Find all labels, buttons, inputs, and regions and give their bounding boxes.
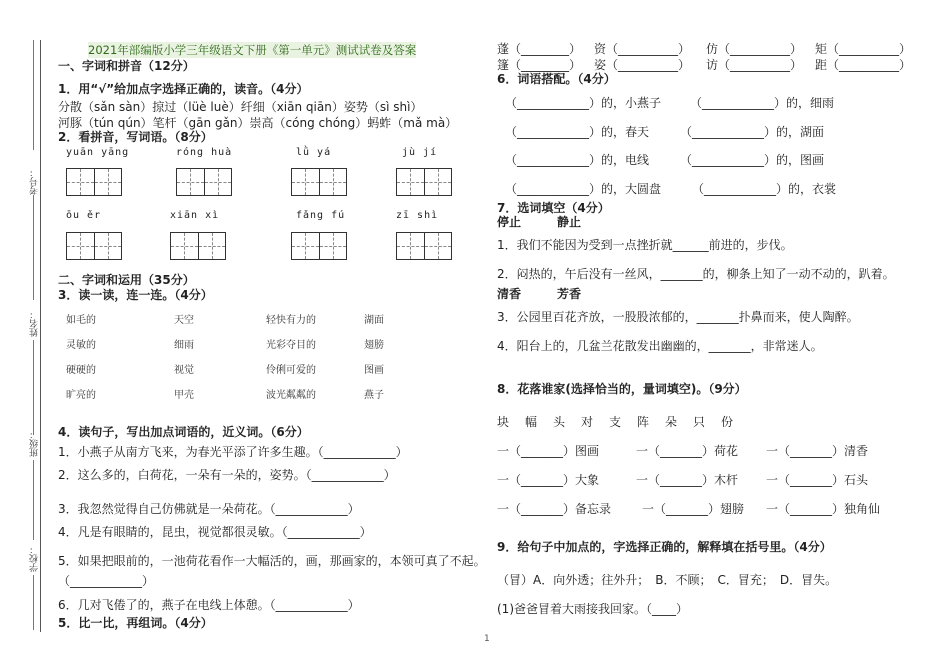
q1-line-1: 分散（sǎn sàn）掠过（lüè luè）纤细（xiān qiān）姿势（sì shì）	[58, 100, 423, 114]
name-label: 姓名：	[30, 310, 40, 337]
q6-item: （____________）的，图画	[680, 153, 825, 167]
q1-line-2: 河豚（tún qún）笔杆（gān gǎn）崇高（cóng chóng）蚂蚱（mǎ mà）	[58, 116, 458, 130]
q4-title: 4．读句子，写出加点词语的，近义词。（6分）	[58, 425, 309, 439]
q7-sentence: 4．阳台上的，几盆兰花散发出幽幽的，_______，非常迷人。	[497, 339, 823, 353]
writing-grid[interactable]	[396, 232, 452, 260]
match-col2-item: 甲壳	[174, 390, 194, 401]
q6-item: （____________）的，细雨	[690, 96, 835, 110]
q6-item: （____________）的，小燕子	[505, 96, 662, 110]
q8-item: 一（_______）石头	[766, 473, 869, 487]
pinyin-label: jù jí	[402, 147, 438, 158]
match-col4-item: 翅膀	[364, 340, 384, 351]
q7-sentence: 3．公园里百花齐放，一股股浓郁的，_______扑鼻而来，使人陶醉。	[497, 310, 859, 324]
pinyin-label: xiān xì	[170, 210, 220, 221]
q4-item: 6．几对飞倦了的，燕子在电线上体憩。（____________）	[58, 598, 360, 612]
q5-row1-item: 蓬（________）	[497, 42, 582, 56]
q5-title: 5．比一比，再组词。（4分）	[58, 616, 213, 630]
match-col3-item: 伶俐可爱的	[266, 365, 316, 376]
school-label: 学校：	[30, 545, 40, 572]
q8-item: 一（_______）独角仙	[766, 502, 881, 516]
match-col1-item: 灵敏的	[66, 340, 96, 351]
q8-words: 块 幅 头 对 支 阵 朵 只 份	[497, 415, 736, 429]
match-col4-item: 湖面	[364, 315, 384, 326]
q8-item: 一（_______）备忘录	[497, 502, 612, 516]
q6-item: （____________）的，春天	[505, 125, 650, 139]
margin-dash	[33, 460, 34, 540]
writing-grid[interactable]	[176, 168, 232, 196]
q9-title: 9．给句子中加点的，字选择正确的，解释填在括号里。（4分）	[497, 540, 832, 554]
q7-title: 7．选词填空（4分）	[497, 201, 610, 215]
q8-item: 一（_______）清香	[766, 444, 869, 458]
q5-row1-item: 矩（__________）	[815, 42, 912, 56]
section-2-heading: 二、字词和运用（35分）	[58, 273, 195, 287]
writing-grid[interactable]	[291, 232, 347, 260]
q5-row2-item: 距（__________）	[815, 58, 912, 72]
match-col1-item: 旷亮的	[66, 390, 96, 401]
q6-item: （____________）的，电线	[505, 153, 650, 167]
match-col1-item: 硬硬的	[66, 365, 96, 376]
margin-dash	[33, 195, 34, 300]
q6-item: （____________）的，湖面	[680, 125, 825, 139]
match-col2-item: 视觉	[174, 365, 194, 376]
document-title: 2021年部编版小学三年级语文下册《第一单元》测试试卷及答案	[88, 43, 417, 57]
q8-item: 一（_______）翅膀	[642, 502, 745, 516]
pinyin-label: róng huà	[176, 147, 233, 158]
match-col2-item: 天空	[174, 315, 194, 326]
pinyin-label: fǎng fú	[296, 210, 346, 221]
match-col3-item: 波光粼粼的	[266, 390, 316, 401]
q7-words-1: 停止 静止	[497, 215, 582, 229]
margin-dash	[33, 575, 34, 630]
q8-item: 一（_______）图画	[497, 444, 600, 458]
pinyin-label: ōu ěr	[66, 210, 102, 221]
page-number: 1	[484, 634, 490, 644]
section-1-heading: 一、字词和拼音（12分）	[58, 59, 195, 73]
q4-item: 5．如果把眼前的，一池荷花看作一大幅活的，画，那画家的，本领可真了不起。	[58, 554, 486, 568]
q8-title: 8．花落谁家(选择恰当的，量词填空)。（9分）	[497, 382, 747, 396]
writing-grid[interactable]	[66, 232, 122, 260]
q4-item: 2．这么多的，白荷花，一朵有一朵的，姿势。（____________）	[58, 468, 396, 482]
pinyin-label: yuān yāng	[66, 147, 130, 158]
match-col3-item: 轻快有力的	[266, 315, 316, 326]
q5-row1-item: 仿（__________）	[706, 42, 803, 56]
q2-title: 2．看拼音，写词语。（8分）	[58, 130, 213, 144]
q8-item: 一（_______）木杆	[636, 473, 739, 487]
q5-row2-item: 篷（________）	[497, 58, 582, 72]
class-label: 班级：	[30, 430, 40, 457]
q4-item: （____________）	[58, 574, 155, 588]
pinyin-label: zī shì	[396, 210, 439, 221]
q7-sentence: 1．我们不能因为受到一点挫折就______前进的，步伐。	[497, 238, 793, 252]
match-col2-item: 细雨	[174, 340, 194, 351]
q7-words-2: 清香 芳香	[497, 287, 582, 301]
q5-row1-item: 资（__________）	[594, 42, 691, 56]
q8-item: 一（_______）荷花	[636, 444, 739, 458]
margin-dash	[33, 40, 34, 150]
match-col1-item: 如毛的	[66, 315, 96, 326]
q4-item: 4．凡是有眼睛的，昆虫，视觉都很灵敏。（____________）	[58, 525, 372, 539]
q3-title: 3．读一读，连一连。（4分）	[58, 288, 213, 302]
pinyin-label: lǜ yá	[296, 147, 332, 158]
writing-grid[interactable]	[66, 168, 122, 196]
q5-row2-item: 访（__________）	[706, 58, 803, 72]
q4-item: 1．小燕子从南方飞来，为春光平添了许多生趣。（____________）	[58, 445, 408, 459]
q9-sentence: (1)爸爸冒着大雨接我回家。（____）	[497, 602, 688, 616]
match-col4-item: 燕子	[364, 390, 384, 401]
exam-number-label: 考号：	[30, 168, 40, 195]
q7-sentence: 2．闷热的，午后没有一丝风，_______的，柳条上知了一动不动的，趴着。	[497, 267, 895, 281]
writing-grid[interactable]	[396, 168, 452, 196]
writing-grid[interactable]	[170, 232, 226, 260]
q6-item: （____________）的，大圆盘	[505, 182, 662, 196]
writing-grid[interactable]	[291, 168, 347, 196]
margin-dash	[33, 340, 34, 435]
q8-item: 一（_______）大象	[497, 473, 600, 487]
q6-title: 6．词语搭配。（4分）	[497, 72, 616, 86]
match-col4-item: 图画	[364, 365, 384, 376]
q5-row2-item: 姿（__________）	[594, 58, 691, 72]
q4-item: 3．我忽然觉得自己仿佛就是一朵荷花。（____________）	[58, 502, 360, 516]
q1-title: 1．用“√”给加点字选择正确的，读音。（4分）	[58, 82, 309, 96]
match-col3-item: 光彩夺目的	[266, 340, 316, 351]
q9-options: （冒）A．向外透；往外升； B．不顾； C．冒充； D．冒失。	[497, 573, 838, 587]
q6-item: （____________）的，衣裳	[692, 182, 837, 196]
